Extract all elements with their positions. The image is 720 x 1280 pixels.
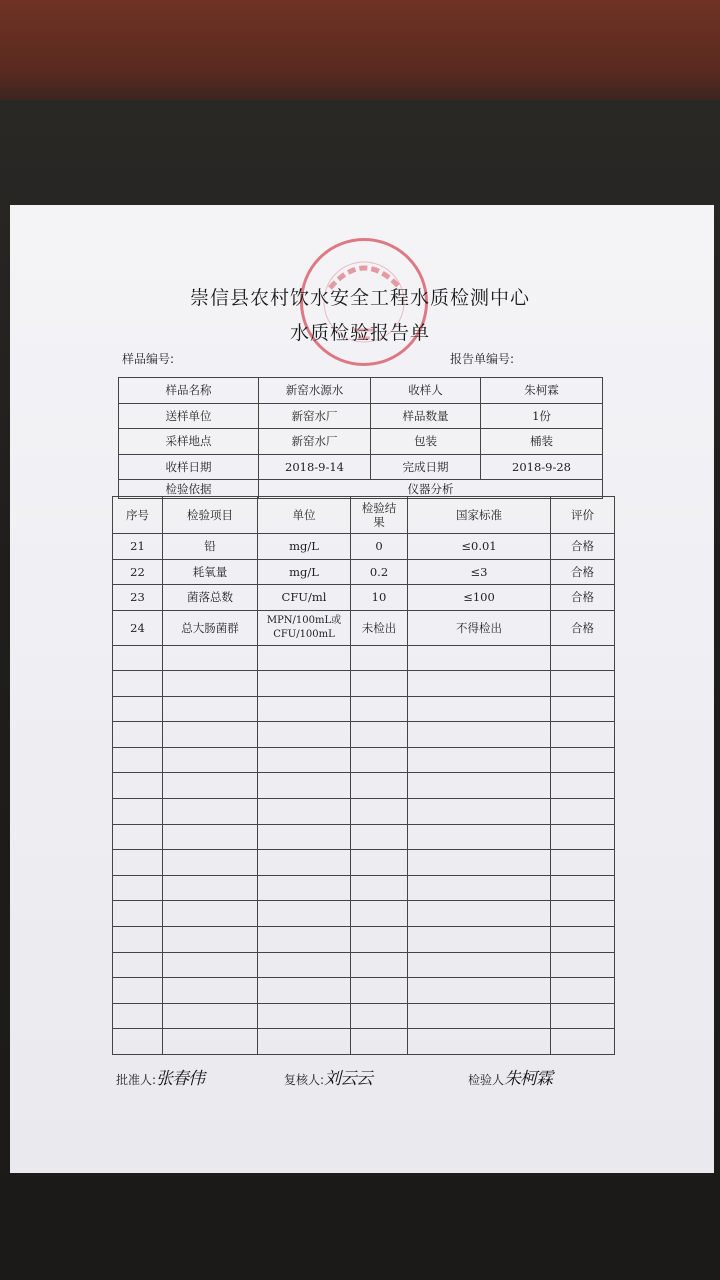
empty-cell (258, 927, 351, 953)
row-no: 21 (113, 534, 163, 560)
col-header-standard: 国家标准 (408, 497, 551, 534)
table-row (113, 585, 615, 611)
empty-cell (163, 645, 258, 671)
empty-cell (351, 927, 408, 953)
row-standard: ≤100 (408, 585, 551, 611)
empty-table-row (113, 645, 615, 671)
empty-cell (163, 747, 258, 773)
col-header-evaluation: 评价 (551, 497, 615, 534)
empty-table-row (113, 696, 615, 722)
empty-cell (551, 952, 615, 978)
empty-cell (163, 978, 258, 1004)
empty-cell (351, 901, 408, 927)
empty-cell (258, 1029, 351, 1055)
empty-cell (113, 952, 163, 978)
row-evaluation: 合格 (551, 534, 615, 560)
row-result: 0.2 (351, 559, 408, 585)
empty-cell (408, 927, 551, 953)
reviewer-block (284, 1064, 372, 1089)
document-title: 水质检验报告单 (289, 322, 430, 344)
receiver-value: 朱柯霖 (481, 378, 603, 404)
empty-cell (113, 850, 163, 876)
row-evaluation: 合格 (551, 585, 615, 611)
info-row (119, 403, 603, 429)
empty-table-row (113, 850, 615, 876)
empty-cell (551, 722, 615, 748)
empty-cell (408, 875, 551, 901)
empty-cell (258, 850, 351, 876)
row-unit: MPN/100mL或CFU/100mL (258, 610, 351, 645)
empty-cell (551, 978, 615, 1004)
results-table (112, 496, 615, 1055)
empty-cell (351, 1029, 408, 1055)
reviewer-signature: 刘云云 (324, 1069, 373, 1089)
row-result: 0 (351, 534, 408, 560)
finish-date-label: 完成日期 (371, 454, 481, 480)
row-unit: mg/L (258, 559, 351, 585)
empty-table-row (113, 773, 615, 799)
empty-cell (408, 952, 551, 978)
row-result: 10 (351, 585, 408, 611)
empty-cell (113, 799, 163, 825)
info-row (119, 429, 603, 455)
empty-cell (551, 1003, 615, 1029)
empty-cell (551, 747, 615, 773)
reviewer-label: 复核人: (284, 1073, 325, 1087)
empty-cell (113, 645, 163, 671)
empty-cell (113, 824, 163, 850)
empty-table-row (113, 747, 615, 773)
empty-table-row (113, 901, 615, 927)
empty-table-row (113, 1003, 615, 1029)
info-row (119, 454, 603, 480)
empty-table-row (113, 799, 615, 825)
empty-rows (113, 645, 615, 1055)
empty-cell (163, 696, 258, 722)
empty-cell (163, 799, 258, 825)
empty-cell (258, 696, 351, 722)
col-header-result: 检验结果 (351, 497, 408, 534)
empty-cell (551, 875, 615, 901)
empty-cell (408, 645, 551, 671)
empty-cell (113, 722, 163, 748)
empty-cell (113, 747, 163, 773)
info-row (119, 378, 603, 404)
empty-cell (408, 747, 551, 773)
location-label: 采样地点 (119, 429, 259, 455)
approver-block (116, 1064, 204, 1089)
empty-cell (163, 927, 258, 953)
empty-cell (351, 645, 408, 671)
empty-cell (408, 671, 551, 697)
empty-cell (351, 850, 408, 876)
report-number-label: 报告单编号: (450, 352, 515, 366)
package-value: 桶装 (481, 429, 603, 455)
empty-cell (551, 799, 615, 825)
receive-date-label: 收样日期 (119, 454, 259, 480)
empty-cell (551, 850, 615, 876)
finish-date-value: 2018-9-28 (481, 454, 603, 480)
table-row (113, 610, 615, 645)
empty-cell (351, 696, 408, 722)
empty-table-row (113, 927, 615, 953)
empty-cell (351, 747, 408, 773)
row-item: 铅 (163, 534, 258, 560)
empty-cell (258, 901, 351, 927)
empty-cell (163, 773, 258, 799)
empty-cell (408, 773, 551, 799)
empty-cell (113, 875, 163, 901)
empty-cell (258, 978, 351, 1004)
row-evaluation: 合格 (551, 559, 615, 585)
empty-cell (351, 875, 408, 901)
empty-cell (408, 1029, 551, 1055)
submit-unit-label: 送样单位 (119, 403, 259, 429)
row-evaluation: 合格 (551, 610, 615, 645)
empty-cell (113, 978, 163, 1004)
row-item: 总大肠菌群 (163, 610, 258, 645)
row-no: 22 (113, 559, 163, 585)
empty-table-row (113, 671, 615, 697)
empty-cell (408, 901, 551, 927)
row-item: 耗氧量 (163, 559, 258, 585)
inspector-block (468, 1064, 552, 1089)
quantity-label: 样品数量 (371, 403, 481, 429)
empty-cell (113, 671, 163, 697)
approver-label: 批准人: (116, 1073, 157, 1087)
empty-cell (408, 799, 551, 825)
table-row (113, 534, 615, 560)
row-standard: ≤0.01 (408, 534, 551, 560)
empty-cell (351, 952, 408, 978)
empty-cell (163, 1029, 258, 1055)
empty-cell (258, 824, 351, 850)
empty-cell (258, 773, 351, 799)
empty-table-row (113, 875, 615, 901)
empty-cell (351, 799, 408, 825)
receiver-label: 收样人 (371, 378, 481, 404)
results-header-row (113, 497, 615, 534)
empty-table-row (113, 1029, 615, 1055)
empty-cell (408, 824, 551, 850)
basis-value: 仪器分析 (259, 480, 603, 499)
empty-cell (351, 671, 408, 697)
empty-cell (113, 927, 163, 953)
empty-cell (408, 978, 551, 1004)
row-standard: ≤3 (408, 559, 551, 585)
inspector-label: 检验人 (468, 1073, 505, 1087)
empty-cell (351, 824, 408, 850)
row-standard: 不得检出 (408, 610, 551, 645)
background-wood (0, 0, 720, 100)
row-unit: CFU/ml (258, 585, 351, 611)
inspector-signature: 朱柯霖 (504, 1069, 553, 1089)
empty-cell (351, 978, 408, 1004)
empty-cell (258, 722, 351, 748)
row-result: 未检出 (351, 610, 408, 645)
col-header-unit: 单位 (258, 497, 351, 534)
empty-cell (258, 952, 351, 978)
col-header-no: 序号 (113, 497, 163, 534)
empty-cell (258, 1003, 351, 1029)
sample-info-table (118, 377, 603, 499)
empty-cell (163, 1003, 258, 1029)
empty-cell (551, 696, 615, 722)
empty-cell (258, 747, 351, 773)
empty-cell (408, 1003, 551, 1029)
organization-title: 崇信县农村饮水安全工程水质检测中心 (189, 287, 530, 309)
empty-table-row (113, 978, 615, 1004)
receive-date-value: 2018-9-14 (259, 454, 371, 480)
sample-number-label: 样品编号: (122, 352, 175, 366)
empty-cell (351, 722, 408, 748)
empty-cell (258, 645, 351, 671)
empty-table-row (113, 824, 615, 850)
empty-cell (113, 773, 163, 799)
empty-cell (163, 901, 258, 927)
empty-cell (163, 850, 258, 876)
empty-cell (258, 799, 351, 825)
location-value: 新窑水厂 (259, 429, 371, 455)
row-item: 菌落总数 (163, 585, 258, 611)
empty-cell (551, 1029, 615, 1055)
empty-cell (551, 645, 615, 671)
empty-cell (551, 671, 615, 697)
empty-cell (408, 722, 551, 748)
empty-table-row (113, 722, 615, 748)
row-unit: mg/L (258, 534, 351, 560)
empty-cell (351, 773, 408, 799)
empty-cell (258, 875, 351, 901)
table-row (113, 559, 615, 585)
empty-cell (551, 824, 615, 850)
empty-cell (163, 671, 258, 697)
approver-signature: 张春伟 (156, 1069, 205, 1089)
empty-cell (163, 952, 258, 978)
empty-cell (408, 696, 551, 722)
empty-cell (163, 875, 258, 901)
empty-cell (351, 1003, 408, 1029)
empty-table-row (113, 952, 615, 978)
empty-cell (163, 824, 258, 850)
row-no: 23 (113, 585, 163, 611)
empty-cell (258, 671, 351, 697)
package-label: 包装 (371, 429, 481, 455)
empty-cell (551, 927, 615, 953)
empty-cell (408, 850, 551, 876)
empty-cell (113, 1029, 163, 1055)
empty-cell (113, 696, 163, 722)
row-no: 24 (113, 610, 163, 645)
empty-cell (163, 722, 258, 748)
empty-cell (113, 1003, 163, 1029)
col-header-item: 检验项目 (163, 497, 258, 534)
empty-cell (113, 901, 163, 927)
empty-cell (551, 773, 615, 799)
sample-name-label: 样品名称 (119, 378, 259, 404)
basis-label: 检验依据 (119, 480, 259, 499)
quantity-value: 1份 (481, 403, 603, 429)
empty-cell (551, 901, 615, 927)
sample-name-value: 新窑水源水 (259, 378, 371, 404)
submit-unit-value: 新窑水厂 (259, 403, 371, 429)
